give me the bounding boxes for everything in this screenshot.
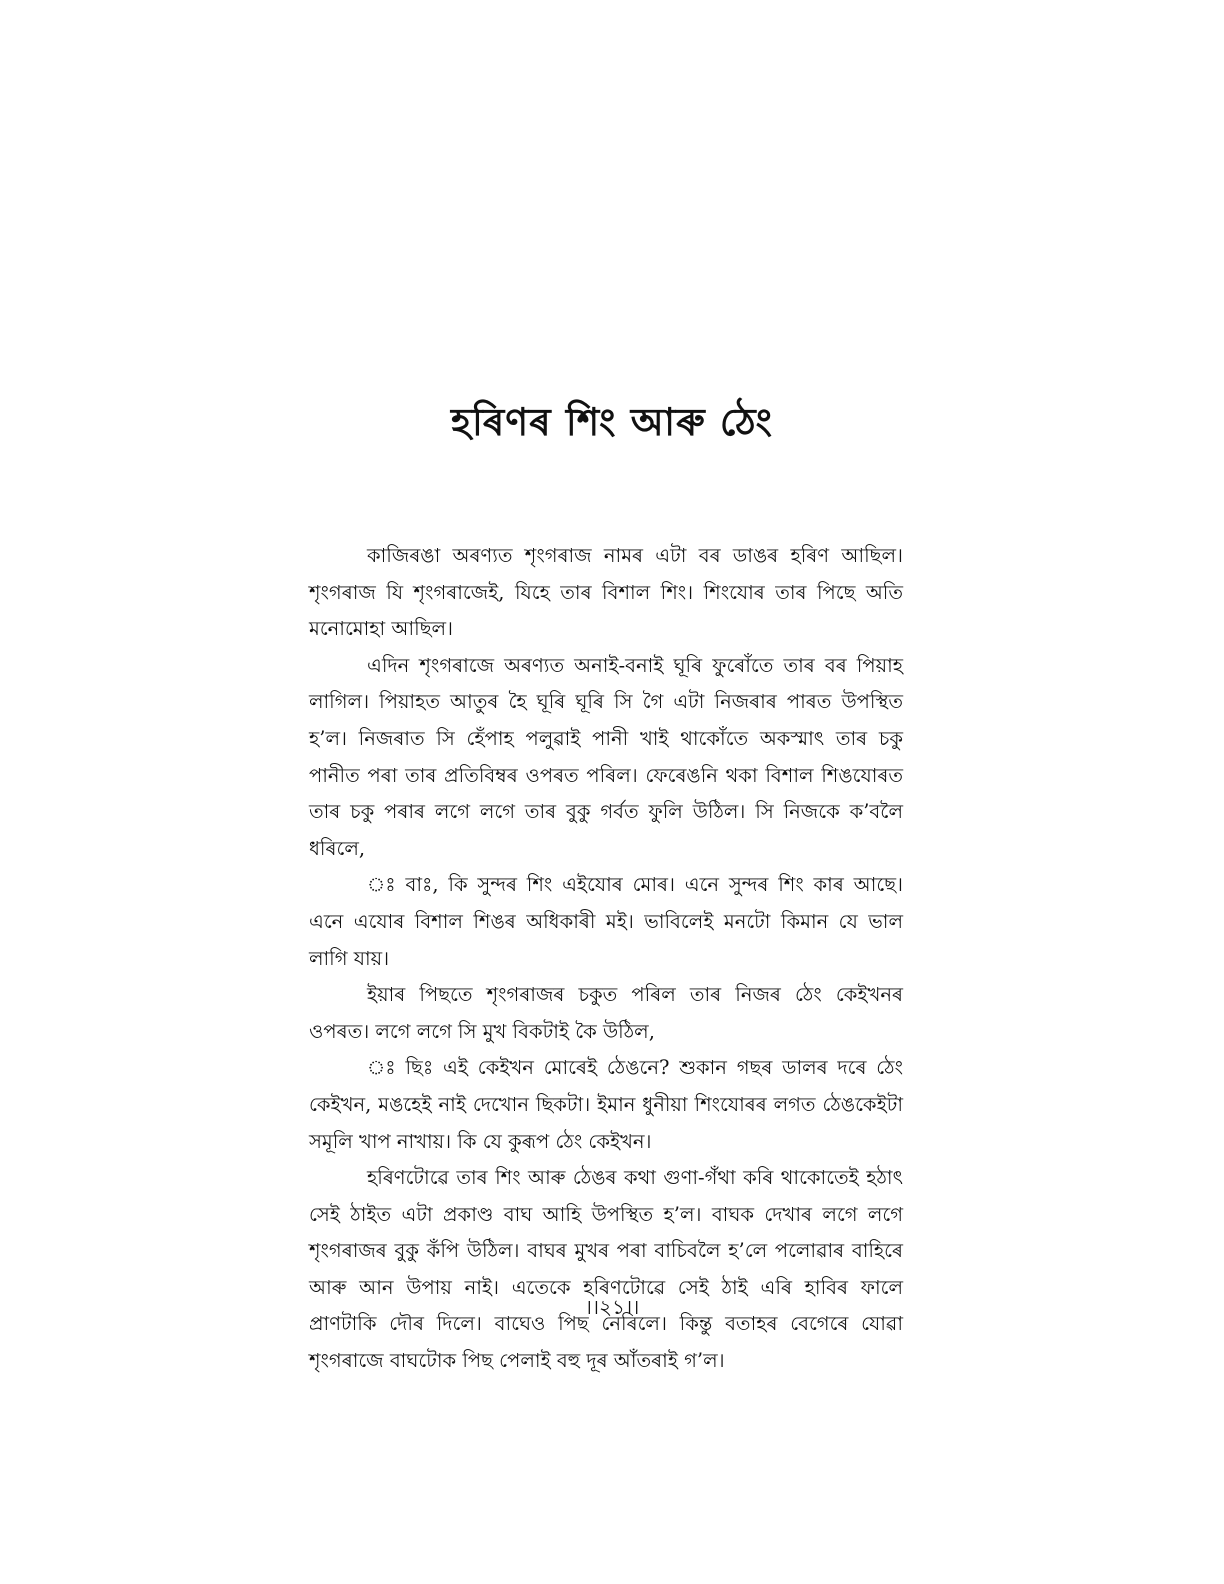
paragraph-4: ইয়াৰ পিছতে শৃংগৰাজৰ চকুত পৰিল তাৰ নিজৰ ঠেং কেইখনৰ ওপৰত। লগে লগে সি মুখ বিকটাই কৈ উঠিল, [309,983,903,1043]
story-body [309,538,903,1380]
paragraph-3: ঃ বাঃ, কি সুন্দৰ শিং এইযোৰ মোৰ। এনে সুন্দৰ শিং কাৰ আছে। এনে এযোৰ বিশাল শিঙৰ অধিকাৰী মই। ভাবিলেই মনটো কিমান যে ভাল লাগি যায়। [309,873,903,970]
paragraph-2: এদিন শৃংগৰাজে অৰণ্যত অনাই-বনাই ঘূৰি ফুৰোঁতে তাৰ বৰ পিয়াহ লাগিল। পিয়াহত আতুৰ হৈ ঘূৰি ঘূৰি সি গৈ এটা নিজৰাৰ পাৰত উপস্থিত হ’ল। নিজৰাত সি হেঁপাহ পলুৱাই পানী খাই থাকোঁতে অকস্মাৎ তাৰ চকু পানীত পৰা তাৰ প্ৰতিবিম্বৰ ওপৰত পৰিল। ফেৰেঙনি থকা বিশাল শিঙযোৰত তাৰ চকু পৰাৰ লগে লগে তাৰ বুকু গৰ্বত ফুলি উঠিল। সি নিজকে ক’বলৈ ধৰিলে, [309,653,903,860]
story-title: হৰিণৰ শিং আৰু ঠেং [450,399,774,444]
paragraph-5: ঃ ছিঃ এই কেইখন মোৰেই ঠেঙনে? শুকান গছৰ ডালৰ দৰে ঠেং কেইখন, মঙহেই নাই দেখোন ছিকটা। ইমান ধুনীয়া শিংযোৰৰ লগত ঠেঙকেইটা সমূলি খাপ নাখায়। কি যে কুৰূপ ঠেং কেইখন। [309,1056,903,1153]
page-number: ।।২১।। [584,1295,640,1319]
paragraph-1: কাজিৰঙা অৰণ্যত শৃংগৰাজ নামৰ এটা বৰ ডাঙৰ হৰিণ আছিল। শৃংগৰাজ যি শৃংগৰাজেই, যিহে তাৰ বিশাল শিং। শিংযোৰ তাৰ পিছে অতি মনোমোহা আছিল। [309,544,903,641]
paragraph-6: হৰিণটোৱে তাৰ শিং আৰু ঠেঙৰ কথা গুণা-গঁথা কৰি থাকোতেই হঠাৎ সেই ঠাইত এটা প্ৰকাণ্ড বাঘ আহি উপস্থিত হ’ল। বাঘক দেখাৰ লগে লগে শৃংগৰাজৰ বুকু কঁপি উঠিল। বাঘৰ মুখৰ পৰা বাচিবলৈ হ’লে পলোৱাৰ বাহিৰে আৰু আন উপায় নাই। এতেকে হৰিণটোৱে সেই ঠাই এৰি হাবিৰ ফালে প্ৰাণটাকি দৌৰ দিলে। বাঘেও পিছ নেৰিলে। কিন্তু বতাহৰ বেগেৰে যোৱা শৃংগৰাজে বাঘটোক পিছ পেলাই বহু দূৰ আঁতৰাই গ’ল। [309,1166,903,1373]
